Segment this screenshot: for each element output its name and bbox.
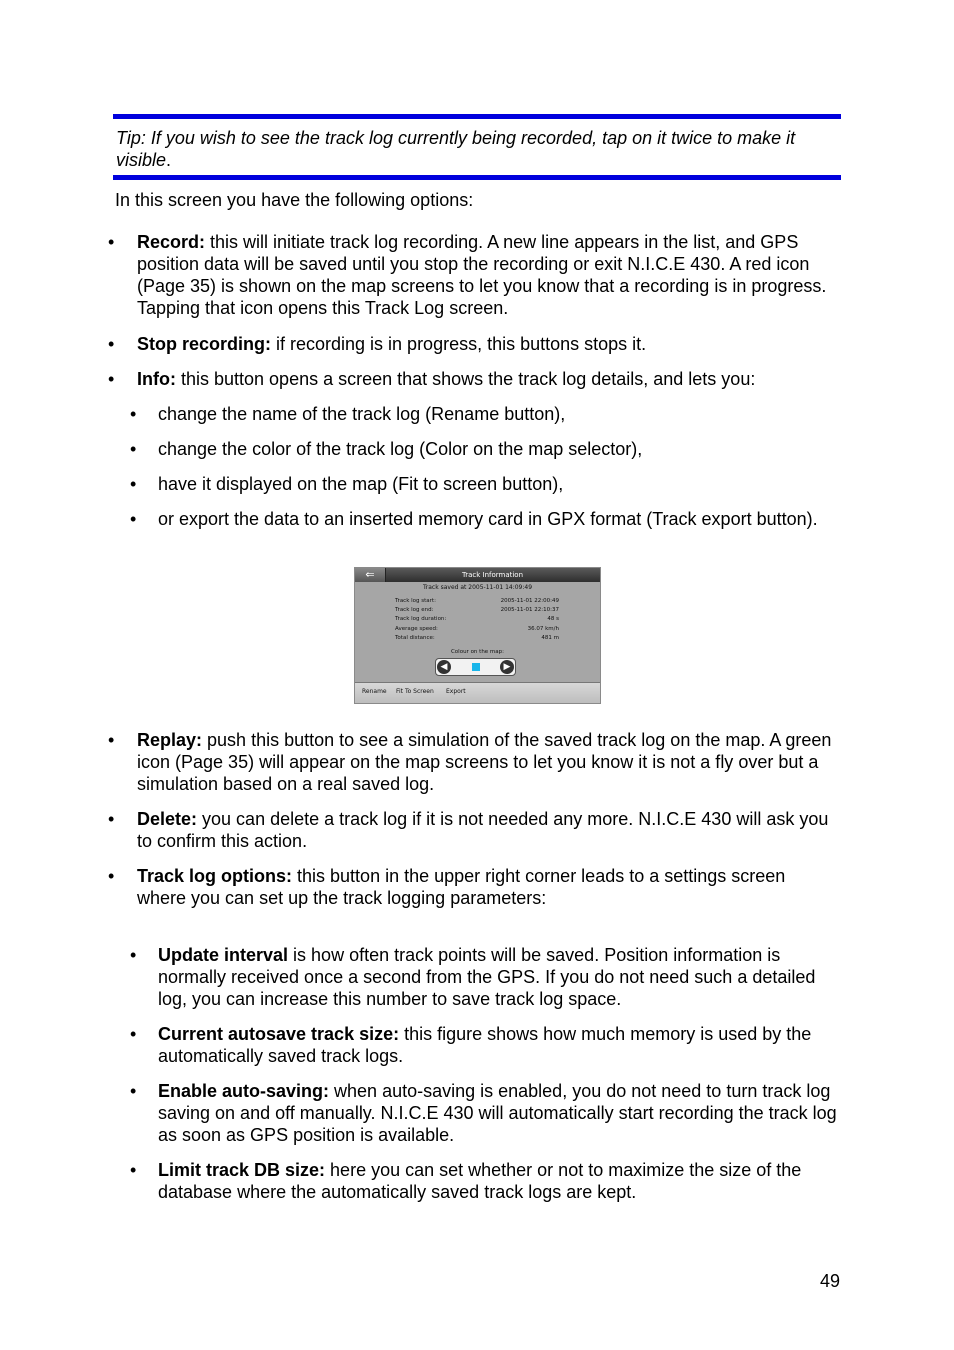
screenshot-title: Track Information	[461, 571, 524, 579]
bullet-glyph: •	[108, 334, 115, 354]
info-row-duration	[395, 615, 559, 624]
tip-text	[116, 127, 841, 171]
info-row-start	[395, 597, 559, 606]
item-text: you can delete a track log if it is not needed any more. N.I.C.E 430 will ask you to confirm this action.	[137, 809, 829, 851]
bullet-glyph: •	[108, 232, 115, 252]
bullet-glyph: •	[130, 1081, 137, 1101]
bullet-glyph: •	[130, 1160, 137, 1180]
bullet-glyph: •	[108, 809, 115, 829]
list-item-track-log-options	[137, 865, 837, 909]
colour-swatch	[472, 663, 480, 671]
item-text: this figure shows how much memory is used by the automatically saved track logs.	[158, 1024, 812, 1066]
bullet-glyph: •	[130, 509, 137, 529]
tip-box	[113, 114, 841, 180]
list-item-delete	[137, 808, 837, 852]
info-row-distance	[395, 634, 559, 643]
item-text: is how often track points will be saved. Position information is normally received once a second from the GPS. If you do not need such a detailed log, you can increase this number to save track log space.	[158, 945, 816, 1009]
item-term: Info:	[137, 369, 176, 389]
colour-selector[interactable]	[435, 658, 516, 676]
bullet-glyph: •	[108, 866, 115, 886]
bullet-glyph: •	[130, 1024, 137, 1044]
bullet-glyph: •	[130, 404, 137, 424]
item-term: Current autosave track size:	[158, 1024, 400, 1044]
item-term: Track log options:	[137, 866, 293, 886]
bullet-glyph: •	[130, 945, 137, 965]
item-text: this will initiate track log recording. A new line appears in the list, and GPS position data will be saved until you stop the recording or exit N.I.C.E 430. A red icon (Page 35) is shown on the map screens to let you know that a recording is in progress. Tapping that icon opens this Track Log screen.	[137, 232, 827, 318]
rename-button[interactable]: Rename	[362, 688, 387, 695]
row-label: Average speed:	[395, 626, 438, 632]
sub-item-enable-autosave	[158, 1080, 838, 1146]
row-value: 36.07 km/h	[527, 626, 559, 632]
arrow-left-icon[interactable]: ◀	[437, 660, 451, 674]
info-row-speed	[395, 625, 559, 634]
sub-item-limit-db-size	[158, 1159, 838, 1203]
list-item-stop-recording	[137, 333, 837, 355]
item-term: Update interval	[158, 945, 289, 965]
list-item-record	[137, 231, 837, 319]
bullet-glyph: •	[130, 474, 137, 494]
list-item-replay	[137, 729, 837, 795]
row-label: Total distance:	[395, 635, 435, 641]
sub-item-update-interval	[158, 944, 838, 1010]
item-text: if recording is in progress, this buttons stops it.	[271, 334, 647, 354]
export-button[interactable]: Export	[446, 688, 466, 695]
bullet-glyph: •	[130, 439, 137, 459]
page-number: 49	[819, 1271, 840, 1291]
tip-text-period: .	[166, 150, 172, 170]
row-value: 48 s	[547, 616, 559, 622]
item-text: when auto-saving is enabled, you do not need to turn track log saving on and off manually. N.I.C.E 430 will automatically start recording the track log as soon as GPS position is available.	[158, 1081, 837, 1145]
screenshot-footer	[355, 682, 600, 703]
item-term: Enable auto-saving:	[158, 1081, 330, 1101]
row-label: Track log duration:	[395, 616, 447, 622]
row-label: Track log end:	[395, 607, 434, 613]
item-text: this button opens a screen that shows the track log details, and lets you:	[175, 369, 756, 389]
item-text: push this button to see a simulation of the saved track log on the map. A green icon (Page 35) will appear on the map screens to let you know it is not a fly over but a simulation based on a real saved log.	[137, 730, 832, 794]
track-saved-line: Track saved at 2005-11-01 14:09:49	[422, 584, 533, 591]
item-term: Stop recording:	[137, 334, 271, 354]
item-text: here you can set whether or not to maximize the size of the database where the automatically saved track logs are kept.	[158, 1160, 802, 1202]
row-value: 2005-11-01 22:00:49	[500, 598, 559, 604]
item-term: Replay:	[137, 730, 203, 750]
sub-item-export: or export the data to an inserted memory card in GPX format (Track export button).	[158, 509, 818, 529]
sub-item-rename: change the name of the track log (Rename button),	[158, 404, 566, 424]
track-information-screenshot	[354, 567, 601, 704]
tip-text-main: Tip: If you wish to see the track log currently being recorded, tap on it twice to make it visible	[116, 128, 796, 170]
row-label: Track log start:	[395, 598, 436, 604]
fit-to-screen-button[interactable]: Fit To Screen	[396, 688, 434, 695]
bullet-glyph: •	[108, 369, 115, 389]
sub-item-fit-screen: have it displayed on the map (Fit to screen button),	[158, 474, 564, 494]
arrow-right-icon[interactable]: ▶	[500, 660, 514, 674]
sub-item-autosave-size	[158, 1023, 838, 1067]
colour-on-map-label: Colour on the map:	[450, 649, 505, 655]
intro-paragraph: In this screen you have the following options:	[115, 190, 474, 210]
item-term: Delete:	[137, 809, 198, 829]
item-term: Limit track DB size:	[158, 1160, 326, 1180]
info-row-end	[395, 606, 559, 615]
row-value: 2005-11-01 22:10:37	[500, 607, 559, 613]
item-text: this button in the upper right corner leads to a settings screen where you can set up the track logging parameters:	[137, 866, 786, 908]
bullet-glyph: •	[108, 730, 115, 750]
list-item-info	[137, 368, 837, 390]
screenshot-titlebar	[355, 568, 600, 582]
row-value: 481 m	[541, 635, 559, 641]
item-term: Record:	[137, 232, 206, 252]
sub-item-color: change the color of the track log (Color on the map selector),	[158, 439, 643, 459]
back-arrow-icon: ⇐	[355, 568, 386, 582]
